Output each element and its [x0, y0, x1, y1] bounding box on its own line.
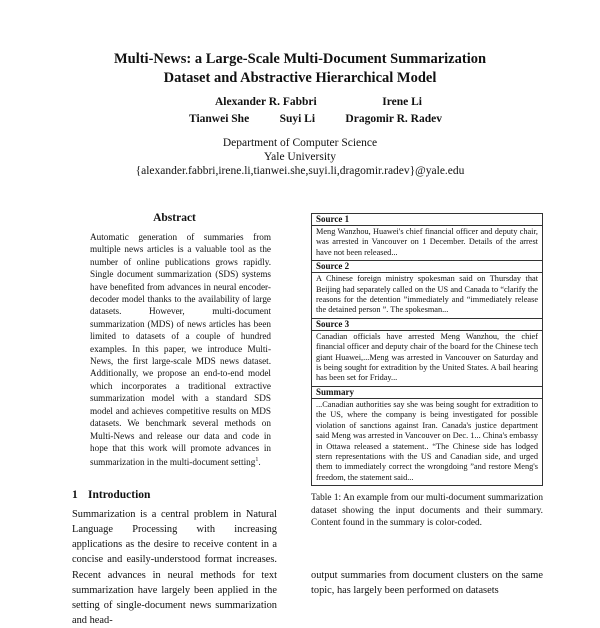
- section-heading-introduction: [72, 489, 277, 501]
- author-row-2: [150, 111, 450, 128]
- author-name: Alexander R. Fabbri: [215, 96, 317, 108]
- table-row: [312, 319, 542, 387]
- author-name: Irene Li: [382, 96, 422, 108]
- left-column: [72, 212, 277, 628]
- table-row: [312, 387, 542, 485]
- university: Yale University: [264, 151, 336, 163]
- abstract-heading: Abstract: [153, 212, 196, 224]
- introduction-text: Summarization is a central problem in Natural Language Processing with increasing applications as the desire to receive content in a concise and easily-understood format increases. Recent advances in neural methods for text summarization have largely been applied in the setting of single-document news summarization and head-: [72, 508, 277, 627]
- table-row: [312, 261, 542, 319]
- author-emails: {alexander.fabbri,irene.li,tianwei.she,suyi.li,dragomir.radev}@yale.edu: [135, 165, 465, 177]
- example-table: [311, 213, 543, 486]
- section-title: Introduction: [88, 488, 151, 501]
- author-name: Dragomir R. Radev: [345, 113, 442, 125]
- title-line-1: Multi-News: a Large-Scale Multi-Document Summarization: [113, 51, 487, 67]
- row-label: Source 3: [312, 319, 542, 331]
- table-row: [312, 214, 542, 261]
- title-line-2: Dataset and Abstractive Hierarchical Model: [163, 70, 437, 86]
- row-text: Canadian officials have arrested Meng Wanzhou, the chief financial officer and deputy chair of the board for the Chinese tech giant Huawei,...Meng was arrested in Vancouver on Saturday and is being sought for extradition by the United States. A bail hearing has been set for Friday...: [316, 331, 538, 383]
- affiliation: [120, 136, 480, 178]
- abstract-end: .: [258, 457, 261, 468]
- author-row-1: [150, 94, 450, 111]
- row-label: Summary: [312, 387, 542, 399]
- abstract-body: Automatic generation of summaries from multiple news articles is a valuable tool as the number of online publications grows rapidly. Single document summarization (SDS) systems have benefited from advances in neural encoder-decoder model thanks to the availability of large datasets. However, multi-document summarization (MDS) of news articles has been limited to datasets of a couple of hundred examples. In this paper, we introduce Multi-News, the first large-scale MDS news dataset. Additionally, we propose an end-to-end model which incorporates a traditional extractive summarization model with a standard SDS model and achieves competitive results on MDS datasets. We benchmark several methods on Multi-News and release our data and code in hope that this work will promote advances in summarization in the multi-document setting: [90, 232, 271, 468]
- abstract-text: [90, 231, 271, 469]
- author-name: Suyi Li: [279, 113, 316, 125]
- section-number: 1: [72, 488, 78, 501]
- author-list: [150, 94, 450, 128]
- row-label: Source 1: [312, 214, 542, 226]
- row-text: A Chinese foreign ministry spokesman said on Thursday that Beijing had separately called on the US and Canada to “clarify the reasons for the detention ”immediately and “immediately release the detained person ”. The spokesman...: [316, 274, 538, 315]
- footnote-mark: 1: [255, 457, 259, 464]
- paper-title: [40, 50, 560, 88]
- author-name: Tianwei She: [189, 113, 250, 125]
- department: Department of Computer Science: [222, 137, 378, 149]
- right-column-text: output summaries from document clusters on the same topic, has largely been performed on datasets: [311, 570, 543, 597]
- row-label: Source 2: [312, 261, 542, 273]
- row-text: ...Canadian authorities say she was being sought for extradition to the US, where the company is being investigated for possible violation of sanctions against Iran. Canada's justice department said Meng was arrested in Vancouver on Dec. 1... China's embassy in Ottawa released a statement.. “The Chinese side has lodged stern representations with the US and Canadian side, and urged them to immediately correct the wrongdoing ”and restore Meng's freedom, the statement said...: [316, 399, 538, 482]
- row-text: Meng Wanzhou, Huawei's chief financial officer and deputy chair, was arrested in Vancouver on 1 December. Details of the arrest have not been released...: [316, 227, 538, 257]
- table-caption: Table 1: An example from our multi-document summarization dataset showing the input documents and their summary. Content found in the summary is color-coded.: [311, 493, 543, 528]
